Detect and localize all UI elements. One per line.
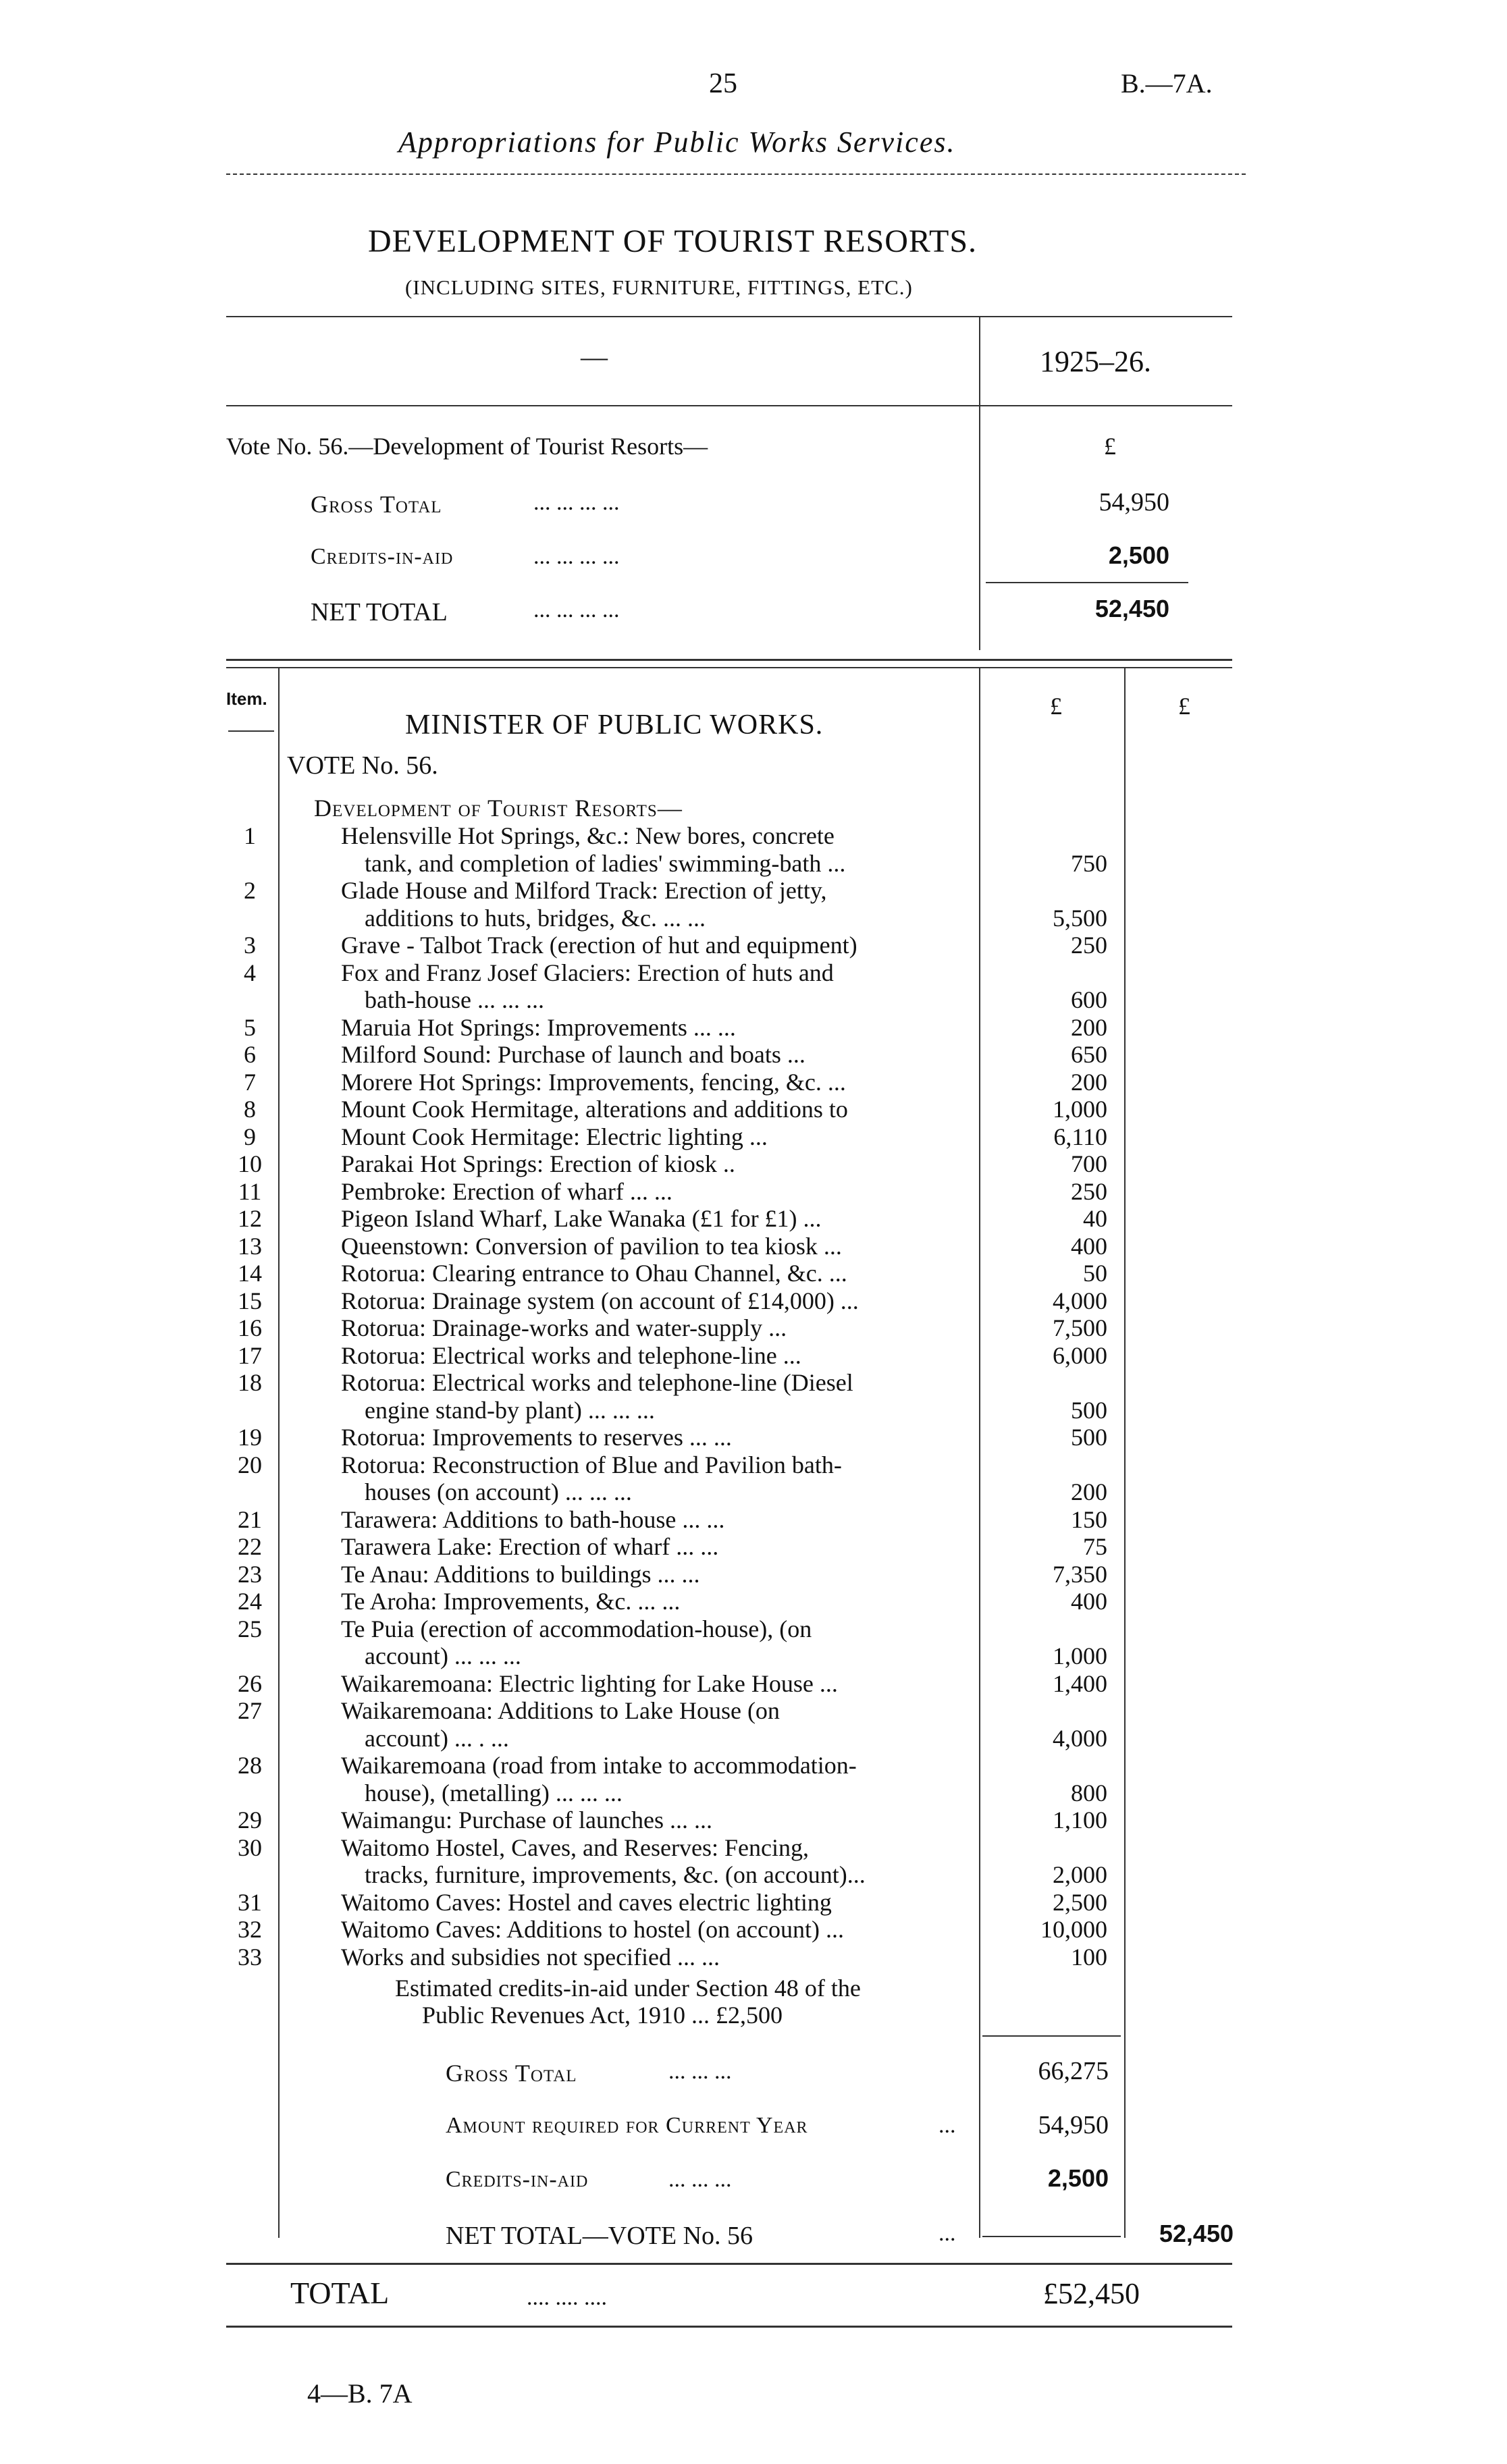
item-number: 2	[244, 877, 256, 904]
item-description: Morere Hot Springs: Improvements, fencing, &c. ...	[341, 1068, 846, 1096]
item-number: 33	[238, 1943, 262, 1971]
vote-label: Vote No. 56.—Development of Tourist Resorts—	[226, 433, 708, 460]
item-amount: 750	[1071, 849, 1107, 877]
summary-credits-dots: ... ... ... ...	[533, 544, 620, 569]
item-description: Tarawera: Additions to bath-house ... ...	[341, 1505, 725, 1533]
summary-credits-label: Credits-in-aid	[311, 544, 454, 569]
item-number: 28	[238, 1752, 262, 1779]
credits-note-line-2: Public Revenues Act, 1910 ... £2,500	[422, 2002, 783, 2029]
item-number: 3	[244, 932, 256, 959]
item-amount: 6,110	[1053, 1123, 1107, 1150]
item-description: Waitomo Caves: Hostel and caves electric lighting	[341, 1888, 832, 1916]
detail-line-item	[0, 1670, 1507, 1697]
item-number: 15	[238, 1287, 262, 1314]
detail-line-item	[0, 1397, 1507, 1424]
detail-line-item	[0, 1014, 1507, 1041]
item-description: Works and subsidies not specified ... ...	[341, 1943, 720, 1971]
detail-line-item	[0, 1944, 1507, 1971]
detail-line-item	[0, 1233, 1507, 1260]
summary-year-header: 1925–26.	[1040, 345, 1151, 378]
item-number: 4	[244, 959, 256, 986]
grand-total-label: TOTAL	[290, 2276, 390, 2310]
detail-line-item	[0, 1615, 1507, 1642]
item-description: Waikaremoana: Additions to Lake House (on	[341, 1697, 780, 1724]
item-description: houses (on account) ... ... ...	[365, 1478, 632, 1505]
item-description: engine stand-by plant) ... ... ...	[365, 1396, 655, 1424]
summary-credits-value: 2,500	[1108, 541, 1169, 569]
item-number: 7	[244, 1068, 256, 1096]
summary-currency: £	[1104, 433, 1116, 460]
detail-line-item	[0, 1123, 1507, 1150]
item-amount: 500	[1071, 1396, 1107, 1424]
item-description: Pembroke: Erection of wharf ... ...	[341, 1177, 672, 1205]
item-number: 9	[244, 1123, 256, 1150]
detail-line-item	[0, 1506, 1507, 1533]
detail-current-year-dots: ...	[938, 2113, 956, 2138]
summary-net-dots: ... ... ... ...	[533, 597, 620, 622]
grand-total-dots: .... .... ....	[527, 2285, 607, 2310]
detail-line-item	[0, 877, 1507, 904]
item-description: Tarawera Lake: Erection of wharf ... ...	[341, 1533, 719, 1560]
detail-line-item	[0, 1533, 1507, 1560]
item-amount: 5,500	[1053, 904, 1107, 932]
detail-line-item	[0, 1424, 1507, 1451]
detail-line-item	[0, 1451, 1507, 1478]
item-amount: 100	[1071, 1943, 1107, 1971]
item-amount: 800	[1071, 1779, 1107, 1806]
item-number: 18	[238, 1369, 262, 1396]
summary-net-label: NET TOTAL	[311, 598, 448, 626]
detail-line-item	[0, 822, 1507, 849]
item-amount: 250	[1071, 932, 1107, 959]
item-description: Te Puia (erection of accommodation-house), (on	[341, 1615, 812, 1642]
detail-heading: Development of Tourist Resorts—	[314, 795, 683, 822]
detail-line-item	[0, 986, 1507, 1013]
detail-line-item	[0, 1369, 1507, 1396]
running-title: Appropriations for Public Works Services.	[398, 126, 956, 159]
printer-signature: 4—B. 7A	[307, 2378, 413, 2409]
document-reference: B.—7A.	[1121, 68, 1213, 99]
item-amount: 650	[1071, 1041, 1107, 1068]
item-description: Rotorua: Drainage system (on account of £14,000) ...	[341, 1287, 859, 1314]
item-description: tracks, furniture, improvements, &c. (on account)...	[365, 1861, 866, 1888]
item-amount: 1,000	[1053, 1096, 1107, 1123]
item-number: 19	[238, 1424, 262, 1451]
detail-line-item	[0, 1889, 1507, 1916]
detail-line-item	[0, 1834, 1507, 1861]
item-amount: 250	[1071, 1177, 1107, 1205]
detail-line-item	[0, 1588, 1507, 1615]
item-description: Rotorua: Electrical works and telephone-line (Diesel	[341, 1369, 853, 1396]
detail-line-item	[0, 1697, 1507, 1724]
detail-line-item	[0, 1314, 1507, 1341]
net-total-vote-label: NET TOTAL—VOTE No. 56	[446, 2222, 754, 2250]
item-amount: 75	[1083, 1533, 1107, 1560]
item-description: tank, and completion of ladies' swimming-bath ...	[365, 849, 846, 877]
item-description: Rotorua: Improvements to reserves ... ...	[341, 1424, 732, 1451]
item-amount: 500	[1071, 1424, 1107, 1451]
item-number: 10	[238, 1150, 262, 1177]
item-number: 6	[244, 1041, 256, 1068]
item-description: Pigeon Island Wharf, Lake Wanaka (£1 for £1) ...	[341, 1205, 822, 1232]
item-description: Helensville Hot Springs, &c.: New bores, concrete	[341, 822, 835, 849]
item-number: 1	[244, 822, 256, 849]
item-number: 24	[238, 1588, 262, 1615]
item-description: Queenstown: Conversion of pavilion to tea kiosk ...	[341, 1232, 842, 1260]
detail-line-item	[0, 1260, 1507, 1287]
detail-line-item	[0, 850, 1507, 877]
item-column-header: Item.	[226, 689, 267, 709]
grand-total-value: £52,450	[1043, 2277, 1140, 2310]
detail-line-item	[0, 1096, 1507, 1123]
item-amount: 1,100	[1053, 1806, 1107, 1833]
item-description: Waitomo Caves: Additions to hostel (on account) ...	[341, 1916, 844, 1943]
item-number: 30	[238, 1833, 262, 1861]
detail-current-year-label: Amount required for Current Year	[446, 2113, 808, 2138]
item-description: Grave - Talbot Track (erection of hut and equipment)	[341, 932, 857, 959]
vote-heading: VOTE No. 56.	[287, 751, 438, 780]
item-number: 26	[238, 1669, 262, 1697]
item-description: Fox and Franz Josef Glaciers: Erection of huts and	[341, 959, 834, 986]
item-description: Mount Cook Hermitage, alterations and additions to	[341, 1096, 848, 1123]
detail-line-item	[0, 1287, 1507, 1314]
item-number: 23	[238, 1560, 262, 1588]
detail-line-item	[0, 1642, 1507, 1669]
currency-header-2: £	[1178, 693, 1190, 720]
item-number: 31	[238, 1888, 262, 1916]
item-amount: 400	[1071, 1232, 1107, 1260]
detail-line-item	[0, 1561, 1507, 1588]
detail-credits-dots: ... ... ...	[668, 2167, 732, 2192]
item-description: additions to huts, bridges, &c. ... ...	[365, 904, 706, 932]
item-amount: 10,000	[1040, 1916, 1107, 1943]
detail-line-item	[0, 1916, 1507, 1943]
item-description: Milford Sound: Purchase of launch and boats ...	[341, 1041, 805, 1068]
detail-line-item	[0, 1779, 1507, 1806]
item-amount: 7,350	[1053, 1560, 1107, 1588]
detail-gross-label: Gross Total	[446, 2060, 577, 2087]
summary-gross-dots: ... ... ... ...	[533, 490, 620, 515]
item-amount: 150	[1071, 1505, 1107, 1533]
item-description: Waitomo Hostel, Caves, and Reserves: Fencing,	[341, 1833, 809, 1861]
item-amount: 4,000	[1053, 1287, 1107, 1314]
item-description: Te Aroha: Improvements, &c. ... ...	[341, 1588, 681, 1615]
detail-line-item	[0, 1205, 1507, 1232]
item-description: Parakai Hot Springs: Erection of kiosk ..	[341, 1150, 735, 1177]
item-number: 27	[238, 1697, 262, 1724]
item-description: Rotorua: Electrical works and telephone-line ...	[341, 1341, 801, 1369]
item-amount: 2,500	[1053, 1888, 1107, 1916]
item-number: 20	[238, 1451, 262, 1478]
item-description: account) ... . ...	[365, 1724, 509, 1752]
item-description: Glade House and Milford Track: Erection of jetty,	[341, 877, 827, 904]
detail-credits-value: 2,500	[1047, 2164, 1109, 2192]
item-number: 11	[238, 1177, 262, 1205]
detail-line-item	[0, 1041, 1507, 1068]
summary-net-value: 52,450	[1094, 595, 1169, 622]
item-number: 16	[238, 1314, 262, 1341]
detail-gross-dots: ... ... ...	[668, 2059, 732, 2084]
item-amount: 200	[1071, 1478, 1107, 1505]
item-amount: 1,400	[1053, 1669, 1107, 1697]
summary-gross-value: 54,950	[1099, 488, 1169, 516]
detail-line-item	[0, 1342, 1507, 1369]
item-description: Te Anau: Additions to buildings ... ...	[341, 1560, 700, 1588]
item-amount: 400	[1071, 1588, 1107, 1615]
item-description: Waikaremoana: Electric lighting for Lake House ...	[341, 1669, 838, 1697]
item-description: Waimangu: Purchase of launches ... ...	[341, 1806, 712, 1833]
detail-line-item	[0, 959, 1507, 986]
item-amount: 40	[1083, 1205, 1107, 1232]
item-number: 5	[244, 1013, 256, 1041]
item-amount: 2,000	[1053, 1861, 1107, 1888]
detail-line-item	[0, 905, 1507, 932]
summary-dash-header: —	[581, 342, 608, 372]
item-description: account) ... ... ...	[365, 1642, 521, 1669]
detail-line-item	[0, 1478, 1507, 1505]
detail-line-item	[0, 1806, 1507, 1833]
item-number: 17	[238, 1341, 262, 1369]
item-number: 25	[238, 1615, 262, 1642]
item-number: 13	[238, 1232, 262, 1260]
detail-line-item	[0, 1150, 1507, 1177]
detail-line-item	[0, 1725, 1507, 1752]
item-description: Rotorua: Clearing entrance to Ohau Channel, &c. ...	[341, 1260, 847, 1287]
item-amount: 700	[1071, 1150, 1107, 1177]
item-amount: 600	[1071, 986, 1107, 1013]
net-total-vote-value: 52,450	[1159, 2220, 1234, 2247]
credits-note-line-1: Estimated credits-in-aid under Section 48 of the	[395, 1975, 861, 2002]
detail-line-item	[0, 932, 1507, 959]
item-number: 14	[238, 1260, 262, 1287]
detail-credits-label: Credits-in-aid	[446, 2167, 589, 2192]
section-title: DEVELOPMENT OF TOURIST RESORTS.	[368, 223, 978, 259]
item-amount: 1,000	[1053, 1642, 1107, 1669]
item-number: 32	[238, 1916, 262, 1943]
item-amount: 4,000	[1053, 1724, 1107, 1752]
item-number: 22	[238, 1533, 262, 1560]
item-description: Maruia Hot Springs: Improvements ... ...	[341, 1013, 736, 1041]
item-amount: 7,500	[1053, 1314, 1107, 1341]
detail-line-item	[0, 1752, 1507, 1779]
detail-current-year-value: 54,950	[1038, 2111, 1109, 2139]
item-number: 12	[238, 1205, 262, 1232]
item-number: 29	[238, 1806, 262, 1833]
summary-gross-label: Gross Total	[311, 491, 442, 518]
item-description: bath-house ... ... ...	[365, 986, 544, 1013]
item-amount: 200	[1071, 1068, 1107, 1096]
item-number: 8	[244, 1096, 256, 1123]
net-total-vote-dots: ...	[938, 2221, 956, 2246]
item-description: Rotorua: Drainage-works and water-supply ...	[341, 1314, 787, 1341]
detail-line-item	[0, 1069, 1507, 1096]
page-number: 25	[709, 68, 737, 99]
detail-gross-value: 66,275	[1038, 2057, 1109, 2085]
minister-heading: MINISTER OF PUBLIC WORKS.	[405, 709, 824, 741]
item-description: Waikaremoana (road from intake to accommodation-	[341, 1752, 857, 1779]
item-description: Mount Cook Hermitage: Electric lighting ...	[341, 1123, 768, 1150]
item-amount: 6,000	[1053, 1341, 1107, 1369]
currency-header-1: £	[1050, 693, 1062, 720]
detail-line-item	[0, 1861, 1507, 1888]
item-number: 21	[238, 1505, 262, 1533]
item-amount: 50	[1083, 1260, 1107, 1287]
detail-line-item	[0, 1178, 1507, 1205]
section-subtitle: (INCLUDING SITES, FURNITURE, FITTINGS, ETC.)	[405, 275, 913, 299]
item-description: house), (metalling) ... ... ...	[365, 1779, 623, 1806]
item-description: Rotorua: Reconstruction of Blue and Pavilion bath-	[341, 1451, 842, 1478]
item-amount: 200	[1071, 1013, 1107, 1041]
